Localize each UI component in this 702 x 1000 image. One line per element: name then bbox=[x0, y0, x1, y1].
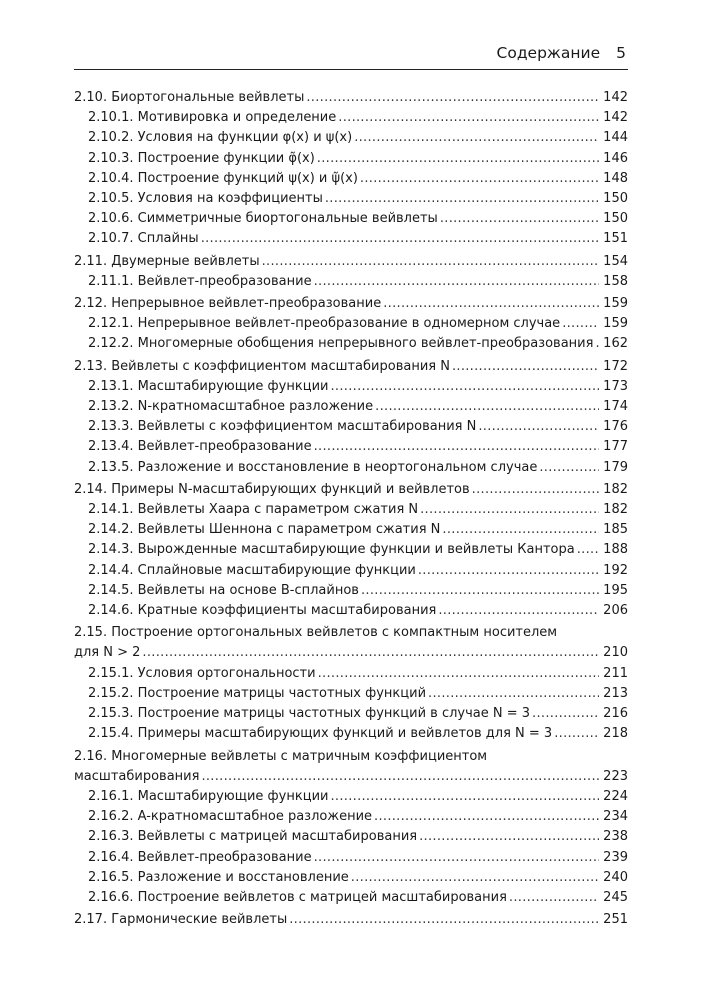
toc-page-number: 142 bbox=[603, 90, 628, 105]
toc-page-number: 188 bbox=[603, 542, 628, 558]
toc-entry-title: 2.14. Примеры N-масштабирующих функций и вейвлетов bbox=[74, 481, 470, 497]
dot-leader bbox=[374, 807, 599, 827]
toc-entry-title: 2.16. Многомерные вейвлеты с матричным коэффициентом bbox=[74, 748, 488, 764]
toc-entry-title-continuation: масштабирования bbox=[74, 768, 200, 784]
toc-page-number: 239 bbox=[603, 849, 628, 865]
toc-section-entry[interactable] bbox=[74, 252, 628, 272]
toc-entry-row bbox=[74, 480, 628, 500]
toc-subsection-entry[interactable] bbox=[74, 209, 628, 229]
dot-leader bbox=[375, 397, 599, 417]
dot-leader bbox=[442, 520, 599, 540]
toc-page-number: 142 bbox=[603, 110, 628, 126]
toc-subsection-entry[interactable] bbox=[74, 601, 628, 621]
toc-entry-title: 2.12.2. Многомерные обобщения непрерывного вейвлет-преобразования bbox=[88, 336, 594, 352]
toc-entry-title: 2.14.1. Вейвлеты Хаара с параметром сжатия N bbox=[88, 502, 419, 518]
toc-entry-row bbox=[88, 807, 628, 827]
dot-leader bbox=[383, 294, 599, 314]
toc-page-number: 150 bbox=[603, 211, 628, 227]
toc-subsection-entry[interactable] bbox=[74, 684, 628, 704]
dot-leader bbox=[419, 827, 599, 847]
toc-subsection-entry[interactable] bbox=[74, 827, 628, 847]
dot-leader bbox=[354, 128, 599, 148]
toc-subsection-entry[interactable] bbox=[74, 314, 628, 334]
toc-entry-title: 2.16.6. Построение вейвлетов с матрицей масштабирования bbox=[88, 889, 507, 905]
toc-section-entry[interactable] bbox=[74, 623, 628, 663]
toc-entry-row bbox=[88, 169, 628, 189]
toc-entry-row bbox=[88, 108, 628, 128]
dot-leader bbox=[289, 910, 599, 930]
toc-subsection-entry[interactable] bbox=[74, 417, 628, 437]
toc-entry-title: 2.15.4. Примеры масштабирующих функций и вейвлетов для N = 3 bbox=[88, 726, 553, 742]
toc-page-number: 148 bbox=[603, 170, 628, 186]
toc-entry-row bbox=[88, 540, 628, 560]
toc-entry-title: 2.16.3. Вейвлеты с матрицей масштабирования bbox=[88, 829, 418, 845]
toc-entry-row bbox=[74, 643, 628, 663]
dot-leader bbox=[478, 417, 599, 437]
toc-entry-title: 2.14.6. Кратные коэффициенты масштабирования bbox=[88, 603, 437, 619]
toc-entry-row bbox=[88, 520, 628, 540]
dot-leader bbox=[262, 252, 600, 272]
table-of-contents bbox=[74, 88, 628, 930]
toc-page-number: 182 bbox=[603, 502, 628, 518]
toc-entry-row bbox=[88, 581, 628, 601]
toc-page-number: 240 bbox=[603, 869, 628, 885]
toc-subsection-entry[interactable] bbox=[74, 229, 628, 249]
toc-entry-row bbox=[88, 500, 628, 520]
toc-entry-row bbox=[88, 417, 628, 437]
dot-leader bbox=[325, 189, 599, 209]
toc-entry-title: 2.13.3. Вейвлеты с коэффициентом масштабирования N bbox=[88, 419, 477, 435]
dot-leader bbox=[330, 377, 599, 397]
toc-entry-title: 2.14.2. Вейвлеты Шеннона с параметром сжатия N bbox=[88, 522, 441, 538]
toc-entry-title: 2.10.2. Условия на функции φ(x) и ψ(x) bbox=[88, 130, 353, 146]
dot-leader bbox=[338, 108, 599, 128]
toc-subsection-entry[interactable] bbox=[74, 128, 628, 148]
dot-leader bbox=[330, 787, 599, 807]
toc-entry-row bbox=[88, 704, 628, 724]
dot-leader bbox=[306, 88, 599, 108]
toc-subsection-entry[interactable] bbox=[74, 397, 628, 417]
toc-entry-row bbox=[88, 397, 628, 417]
dot-leader bbox=[532, 704, 599, 724]
toc-subsection-entry[interactable] bbox=[74, 807, 628, 827]
dot-leader bbox=[418, 561, 599, 581]
dot-leader bbox=[472, 480, 600, 500]
toc-page-number: 159 bbox=[603, 296, 628, 312]
toc-entry-row bbox=[88, 888, 628, 908]
toc-entry-row bbox=[74, 252, 628, 272]
toc-subsection-entry[interactable] bbox=[74, 437, 628, 457]
toc-section-entry[interactable] bbox=[74, 910, 628, 930]
toc-page-number: 213 bbox=[603, 685, 628, 701]
toc-entry-row bbox=[88, 149, 628, 169]
toc-page-number: 195 bbox=[603, 582, 628, 598]
dot-leader bbox=[428, 684, 599, 704]
toc-subsection-entry[interactable] bbox=[74, 848, 628, 868]
toc-subsection-entry[interactable] bbox=[74, 458, 628, 478]
toc-entry-title: 2.12. Непрерывное вейвлет-преобразование bbox=[74, 296, 382, 312]
toc-page-number: 177 bbox=[603, 439, 628, 455]
dot-leader bbox=[351, 868, 599, 888]
toc-entry-row bbox=[88, 684, 628, 704]
header-page-number: 5 bbox=[616, 44, 626, 62]
dot-leader bbox=[452, 357, 599, 377]
toc-section-entry[interactable] bbox=[74, 88, 628, 108]
toc-page-number: 162 bbox=[603, 336, 628, 352]
toc-entry-row bbox=[74, 357, 628, 377]
dot-leader bbox=[201, 229, 599, 249]
toc-entry-title: 2.16.5. Разложение и восстановление bbox=[88, 869, 349, 885]
toc-entry-title: 2.15.3. Построение матрицы частотных функций в случае N = 3 bbox=[88, 706, 531, 722]
toc-entry-title: 2.14.4. Сплайновые масштабирующие функции bbox=[88, 562, 416, 578]
toc-page-number: 154 bbox=[603, 253, 628, 269]
toc-entry-row bbox=[74, 294, 628, 314]
toc-subsection-entry[interactable] bbox=[74, 561, 628, 581]
toc-entry-title: 2.10. Биортогональные вейвлеты bbox=[74, 90, 305, 105]
toc-entry-row bbox=[74, 88, 628, 108]
dot-leader bbox=[577, 540, 599, 560]
toc-entry-row bbox=[88, 561, 628, 581]
dot-leader bbox=[314, 437, 600, 457]
toc-entry-title: 2.11. Двумерные вейвлеты bbox=[74, 253, 260, 269]
toc-subsection-entry[interactable] bbox=[74, 704, 628, 724]
toc-page-number: 224 bbox=[603, 788, 628, 804]
toc-entry-row bbox=[88, 128, 628, 148]
toc-entry-title: 2.10.4. Построение функций ψ(x) и ψ̃(x) bbox=[88, 170, 358, 186]
toc-subsection-entry[interactable] bbox=[74, 540, 628, 560]
dot-leader bbox=[539, 458, 599, 478]
dot-leader bbox=[562, 314, 599, 334]
dot-leader bbox=[360, 169, 599, 189]
toc-entry-row bbox=[88, 189, 628, 209]
toc-page-number: 173 bbox=[603, 378, 628, 394]
toc-page-number: 159 bbox=[603, 316, 628, 332]
toc-entry-row bbox=[88, 601, 628, 621]
header-rule bbox=[74, 69, 628, 70]
toc-entry-title: 2.14.5. Вейвлеты на основе B-сплайнов bbox=[88, 582, 359, 598]
toc-subsection-entry[interactable] bbox=[74, 868, 628, 888]
toc-entry-title: 2.14.3. Вырожденные масштабирующие функции и вейвлеты Кантора bbox=[88, 542, 575, 558]
running-header bbox=[74, 44, 628, 66]
toc-subsection-entry[interactable] bbox=[74, 787, 628, 807]
dot-leader bbox=[595, 334, 599, 354]
toc-page-number: 223 bbox=[603, 768, 628, 784]
toc-entry-row bbox=[88, 229, 628, 249]
toc-section-entry[interactable] bbox=[74, 357, 628, 377]
toc-page-number: 144 bbox=[603, 130, 628, 146]
toc-entry-title: 2.10.6. Симметричные биортогональные вейвлеты bbox=[88, 211, 438, 227]
toc-page-number: 251 bbox=[603, 912, 628, 928]
toc-entry-title: 2.13.2. N-кратномасштабное разложение bbox=[88, 399, 374, 415]
toc-page-number: 151 bbox=[603, 231, 628, 247]
toc-entry-row bbox=[88, 377, 628, 397]
toc-subsection-entry[interactable] bbox=[74, 149, 628, 169]
toc-page-number: 192 bbox=[603, 562, 628, 578]
toc-entry-title: 2.13.5. Разложение и восстановление в неортогональном случае bbox=[88, 459, 538, 475]
toc-subsection-entry[interactable] bbox=[74, 272, 628, 292]
dot-leader bbox=[554, 724, 599, 744]
toc-entry-row bbox=[88, 664, 628, 684]
toc-entry-title: 2.10.5. Условия на коэффициенты bbox=[88, 191, 323, 207]
toc-page-number: 158 bbox=[603, 273, 628, 289]
toc-entry-row bbox=[88, 437, 628, 457]
toc-entry-row bbox=[74, 910, 628, 930]
toc-entry-title: 2.10.1. Мотивировка и определение bbox=[88, 110, 337, 126]
toc-page-number: 174 bbox=[603, 399, 628, 415]
toc-entry-title: 2.10.7. Сплайны bbox=[88, 231, 199, 247]
toc-subsection-entry[interactable] bbox=[74, 500, 628, 520]
toc-entry-title-continuation: для N > 2 bbox=[74, 645, 141, 661]
dot-leader bbox=[142, 643, 599, 663]
toc-entry-row bbox=[88, 827, 628, 847]
toc-entry-row bbox=[88, 787, 628, 807]
toc-section-entry[interactable] bbox=[74, 294, 628, 314]
toc-entry-title: 2.13.1. Масштабирующие функции bbox=[88, 378, 329, 394]
toc-subsection-entry[interactable] bbox=[74, 334, 628, 354]
toc-page-number: 172 bbox=[603, 358, 628, 374]
toc-entry-title: 2.16.2. A-кратномасштабное разложение bbox=[88, 809, 373, 825]
toc-section-entry[interactable] bbox=[74, 480, 628, 500]
toc-entry-row bbox=[88, 209, 628, 229]
toc-entry-row bbox=[88, 272, 628, 292]
toc-entry-title: 2.12.1. Непрерывное вейвлет-преобразование в одномерном случае bbox=[88, 316, 561, 332]
toc-subsection-entry[interactable] bbox=[74, 377, 628, 397]
toc-entry-row bbox=[74, 767, 628, 787]
toc-page-number: 234 bbox=[603, 809, 628, 825]
toc-page-number: 216 bbox=[603, 706, 628, 722]
dot-leader bbox=[314, 848, 600, 868]
toc-page-number: 210 bbox=[603, 645, 628, 661]
toc-page-number: 182 bbox=[603, 481, 628, 497]
toc-entry-row bbox=[88, 848, 628, 868]
toc-page-number: 211 bbox=[603, 665, 628, 681]
dot-leader bbox=[317, 149, 599, 169]
toc-subsection-entry[interactable] bbox=[74, 169, 628, 189]
toc-subsection-entry[interactable] bbox=[74, 520, 628, 540]
toc-entry-row bbox=[88, 868, 628, 888]
toc-subsection-entry[interactable] bbox=[74, 888, 628, 908]
toc-entry-row bbox=[88, 314, 628, 334]
toc-page-number: 146 bbox=[603, 150, 628, 166]
toc-entry-row bbox=[88, 334, 628, 354]
dot-leader bbox=[440, 209, 599, 229]
toc-entry-title: 2.16.4. Вейвлет-преобразование bbox=[88, 849, 312, 865]
toc-entry-title: 2.17. Гармонические вейвлеты bbox=[74, 912, 288, 928]
toc-page-number: 238 bbox=[603, 829, 628, 845]
dot-leader bbox=[438, 601, 599, 621]
dot-leader bbox=[509, 888, 599, 908]
toc-entry-title: 2.13.4. Вейвлет-преобразование bbox=[88, 439, 312, 455]
toc-entry-title: 2.13. Вейвлеты с коэффициентом масштабирования N bbox=[74, 358, 450, 374]
header-title: Содержание bbox=[496, 44, 601, 62]
dot-leader bbox=[420, 500, 599, 520]
toc-entry-row bbox=[88, 458, 628, 478]
toc-entry-title: 2.10.3. Построение функции φ̃(x) bbox=[88, 150, 315, 166]
toc-subsection-entry[interactable] bbox=[74, 189, 628, 209]
toc-section-entry[interactable] bbox=[74, 747, 628, 787]
toc-entry-title: 2.15. Построение ортогональных вейвлетов с компактным носителем bbox=[74, 625, 558, 641]
toc-page-number: 176 bbox=[603, 419, 628, 435]
toc-entry-title: 2.16.1. Масштабирующие функции bbox=[88, 788, 329, 804]
toc-entry-title: 2.15.2. Построение матрицы частотных функций bbox=[88, 685, 427, 701]
toc-page-number: 218 bbox=[603, 726, 628, 742]
toc-subsection-entry[interactable] bbox=[74, 664, 628, 684]
toc-page-number: 206 bbox=[603, 603, 628, 619]
dot-leader bbox=[361, 581, 599, 601]
toc-page-number: 179 bbox=[603, 459, 628, 475]
dot-leader bbox=[201, 767, 599, 787]
toc-subsection-entry[interactable] bbox=[74, 581, 628, 601]
toc-entry-row bbox=[88, 724, 628, 744]
toc-entry-title: 2.11.1. Вейвлет-преобразование bbox=[88, 273, 312, 289]
toc-page-number: 245 bbox=[603, 889, 628, 905]
dot-leader bbox=[318, 664, 600, 684]
toc-page-number: 150 bbox=[603, 191, 628, 207]
toc-subsection-entry[interactable] bbox=[74, 108, 628, 128]
toc-page-number: 185 bbox=[603, 522, 628, 538]
dot-leader bbox=[314, 272, 600, 292]
toc-subsection-entry[interactable] bbox=[74, 724, 628, 744]
toc-entry-title: 2.15.1. Условия ортогональности bbox=[88, 665, 316, 681]
